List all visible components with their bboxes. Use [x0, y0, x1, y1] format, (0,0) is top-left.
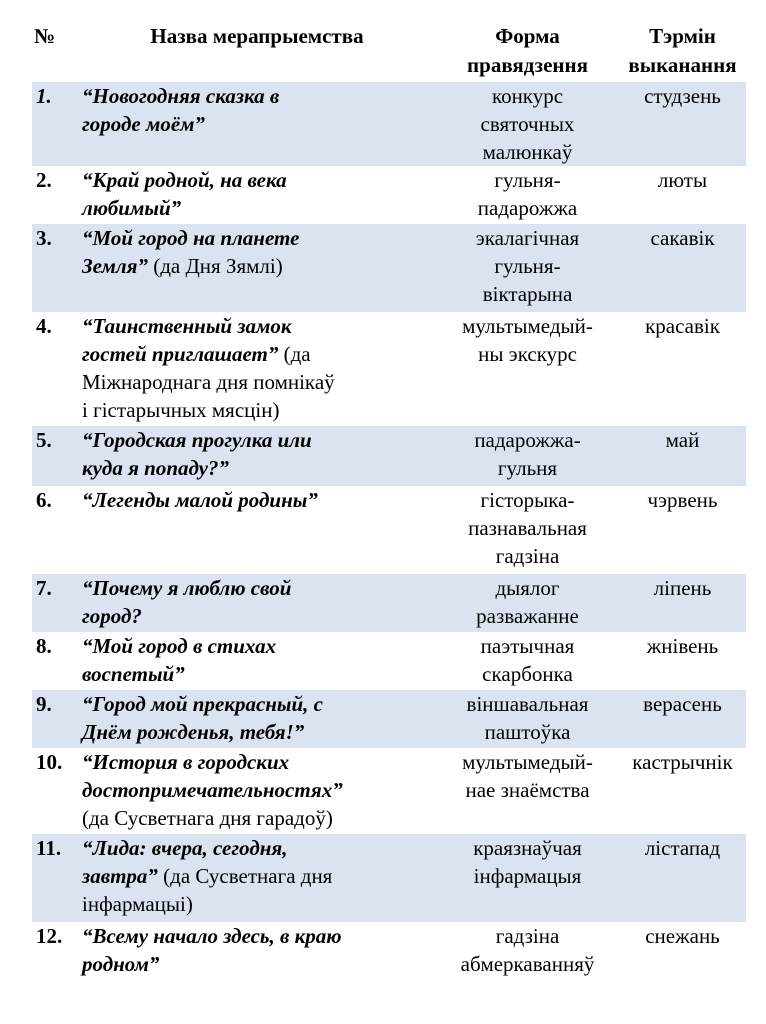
event-title-line: родном”: [82, 952, 160, 976]
event-term: верасень: [619, 690, 746, 748]
table-row: [32, 632, 746, 690]
header-term: [619, 18, 746, 82]
event-note-line: і гістарычных мясцін): [82, 398, 280, 422]
event-term: красавік: [645, 314, 720, 338]
row-number: 5.: [32, 426, 78, 486]
event-title-line: Земля”: [82, 254, 148, 278]
event-form: [436, 922, 619, 984]
table-row: [32, 224, 746, 312]
event-form-line: гадзіна: [495, 924, 560, 948]
event-form-line: скарбонка: [482, 662, 573, 686]
event-name: [78, 748, 436, 834]
header-term-line-2: выканання: [628, 53, 737, 77]
event-title-line: городе моём”: [82, 112, 206, 136]
event-title-line: “Лида: вчера, сегодня,: [82, 836, 288, 860]
event-form-line: віншавальная: [466, 692, 589, 716]
event-name: [78, 426, 436, 486]
event-title-line: Днём рожденья, тебя!”: [82, 720, 305, 744]
table-row: [32, 574, 746, 632]
event-form-line: разважанне: [476, 604, 579, 628]
event-name: [78, 922, 436, 984]
event-form: [436, 632, 619, 690]
event-title-line: “Мой город на планете: [82, 226, 300, 250]
events-table: [32, 18, 746, 984]
event-note: (да Сусветнага дня: [157, 864, 333, 888]
row-number: 10.: [36, 750, 63, 774]
event-form-line: нае знаёмства: [465, 778, 590, 802]
table-row: [32, 834, 746, 922]
event-form: [436, 574, 619, 632]
event-title-line: “Всему начало здесь, в краю: [82, 924, 342, 948]
event-form: [436, 834, 619, 922]
event-title-line: “Легенды малой родины”: [82, 488, 318, 512]
event-form-line: экалагічная: [475, 226, 580, 250]
event-form-line: краязнаўчая: [473, 836, 582, 860]
event-name: [78, 690, 436, 748]
event-title-line: достопримечательностях”: [82, 778, 343, 802]
event-form: [436, 224, 619, 312]
row-number: 1.: [32, 82, 78, 166]
event-title-line: “Город мой прекрасный, с: [82, 692, 323, 716]
event-form-line: ны экскурс: [478, 342, 577, 366]
event-note-line: Міжнароднага дня помнікаў: [82, 370, 335, 394]
event-form-line: гадзіна: [495, 544, 560, 568]
event-title-line: воспетый”: [82, 662, 185, 686]
header-form: [436, 18, 619, 82]
header-event-name: Назва мерапрыемства: [150, 24, 364, 48]
row-number: 7.: [32, 574, 78, 632]
event-note-line: (да Сусветнага дня гарадоў): [82, 806, 333, 830]
event-term: ліпень: [619, 574, 746, 632]
event-form-line: малюнкаў: [482, 140, 573, 164]
event-form: [436, 426, 619, 486]
event-form-line: дыялог: [495, 576, 560, 600]
event-title-line: куда я попаду?”: [82, 456, 229, 480]
event-term: снежань: [645, 924, 720, 948]
event-form-line: абмеркаванняў: [460, 952, 595, 976]
event-term: жнівень: [646, 634, 719, 658]
event-name: [78, 312, 436, 426]
event-form-line: інфармацыя: [473, 864, 582, 888]
event-form-line: віктарына: [482, 282, 573, 306]
event-name: [78, 166, 436, 224]
event-title-line: гостей приглашает”: [82, 342, 279, 366]
row-number: 12.: [36, 924, 63, 948]
header-form-line-2: правядзення: [467, 53, 588, 77]
event-title-line: “Мой город в стихах: [82, 634, 277, 658]
table-row: [32, 748, 746, 834]
event-name: [78, 574, 436, 632]
row-number: 9.: [32, 690, 78, 748]
event-term: сакавік: [619, 224, 746, 312]
event-title-line: завтра”: [82, 864, 158, 888]
table-row: [32, 426, 746, 486]
row-number: 4.: [36, 314, 52, 338]
event-form-line: конкурс: [491, 84, 564, 108]
event-title-line: “Новогодняя сказка в: [82, 84, 280, 108]
event-form: [436, 82, 619, 166]
event-form-line: мультымедый-: [462, 314, 593, 338]
event-name: [78, 82, 436, 166]
row-number: 6.: [36, 488, 52, 512]
table-row: [32, 166, 746, 224]
table-header-row: [32, 18, 746, 82]
event-name: [78, 486, 436, 574]
event-form-line: гульня: [497, 456, 558, 480]
event-term: май: [619, 426, 746, 486]
header-form-line-1: Форма: [495, 24, 560, 48]
event-note: (да: [278, 342, 311, 366]
event-form-line: мультымедый-: [462, 750, 593, 774]
table-row: [32, 690, 746, 748]
table-row: [32, 922, 746, 984]
event-title-line: “Таинственный замок: [82, 314, 292, 338]
event-form-line: гульня-: [494, 168, 561, 192]
event-name: [78, 224, 436, 312]
event-form-line: гісторыка-: [480, 488, 575, 512]
table-row: [32, 486, 746, 574]
event-form: [436, 748, 619, 834]
event-form-line: гульня-: [494, 254, 561, 278]
event-form-line: паэтычная: [480, 634, 575, 658]
event-form: [436, 486, 619, 574]
event-term: кастрычнік: [632, 750, 733, 774]
events-table-page: [32, 18, 746, 984]
event-title-line: город?: [82, 604, 142, 628]
event-form-line: падарожжа: [477, 196, 578, 220]
event-title-line: “Городская прогулка или: [82, 428, 312, 452]
table-row: [32, 82, 746, 166]
event-title-line: “Почему я люблю свой: [82, 576, 292, 600]
event-title-line: любимый”: [82, 196, 182, 220]
event-title-line: “Край родной, на века: [82, 168, 287, 192]
row-number: 3.: [32, 224, 78, 312]
event-term: чэрвень: [647, 488, 718, 512]
event-form-line: падарожжа-: [474, 428, 581, 452]
event-form-line: паштоўка: [484, 720, 571, 744]
event-title-line: “История в городских: [82, 750, 290, 774]
event-form-line: пазнавальная: [468, 516, 587, 540]
header-number: №: [34, 24, 56, 48]
header-term-line-1: Тэрмін: [649, 24, 716, 48]
event-term: люты: [657, 168, 708, 192]
row-number: 2.: [36, 168, 52, 192]
event-form: [436, 166, 619, 224]
table-row: [32, 312, 746, 426]
event-note-line: інфармацыі): [82, 892, 193, 916]
event-term: лістапад: [619, 834, 746, 922]
event-name: [78, 632, 436, 690]
event-form: [436, 312, 619, 426]
event-term: студзень: [619, 82, 746, 166]
row-number: 11.: [32, 834, 78, 922]
event-name: [78, 834, 436, 922]
event-form: [436, 690, 619, 748]
event-form-line: святочных: [480, 112, 575, 136]
event-note: (да Дня Зямлі): [147, 254, 283, 278]
row-number: 8.: [36, 634, 52, 658]
